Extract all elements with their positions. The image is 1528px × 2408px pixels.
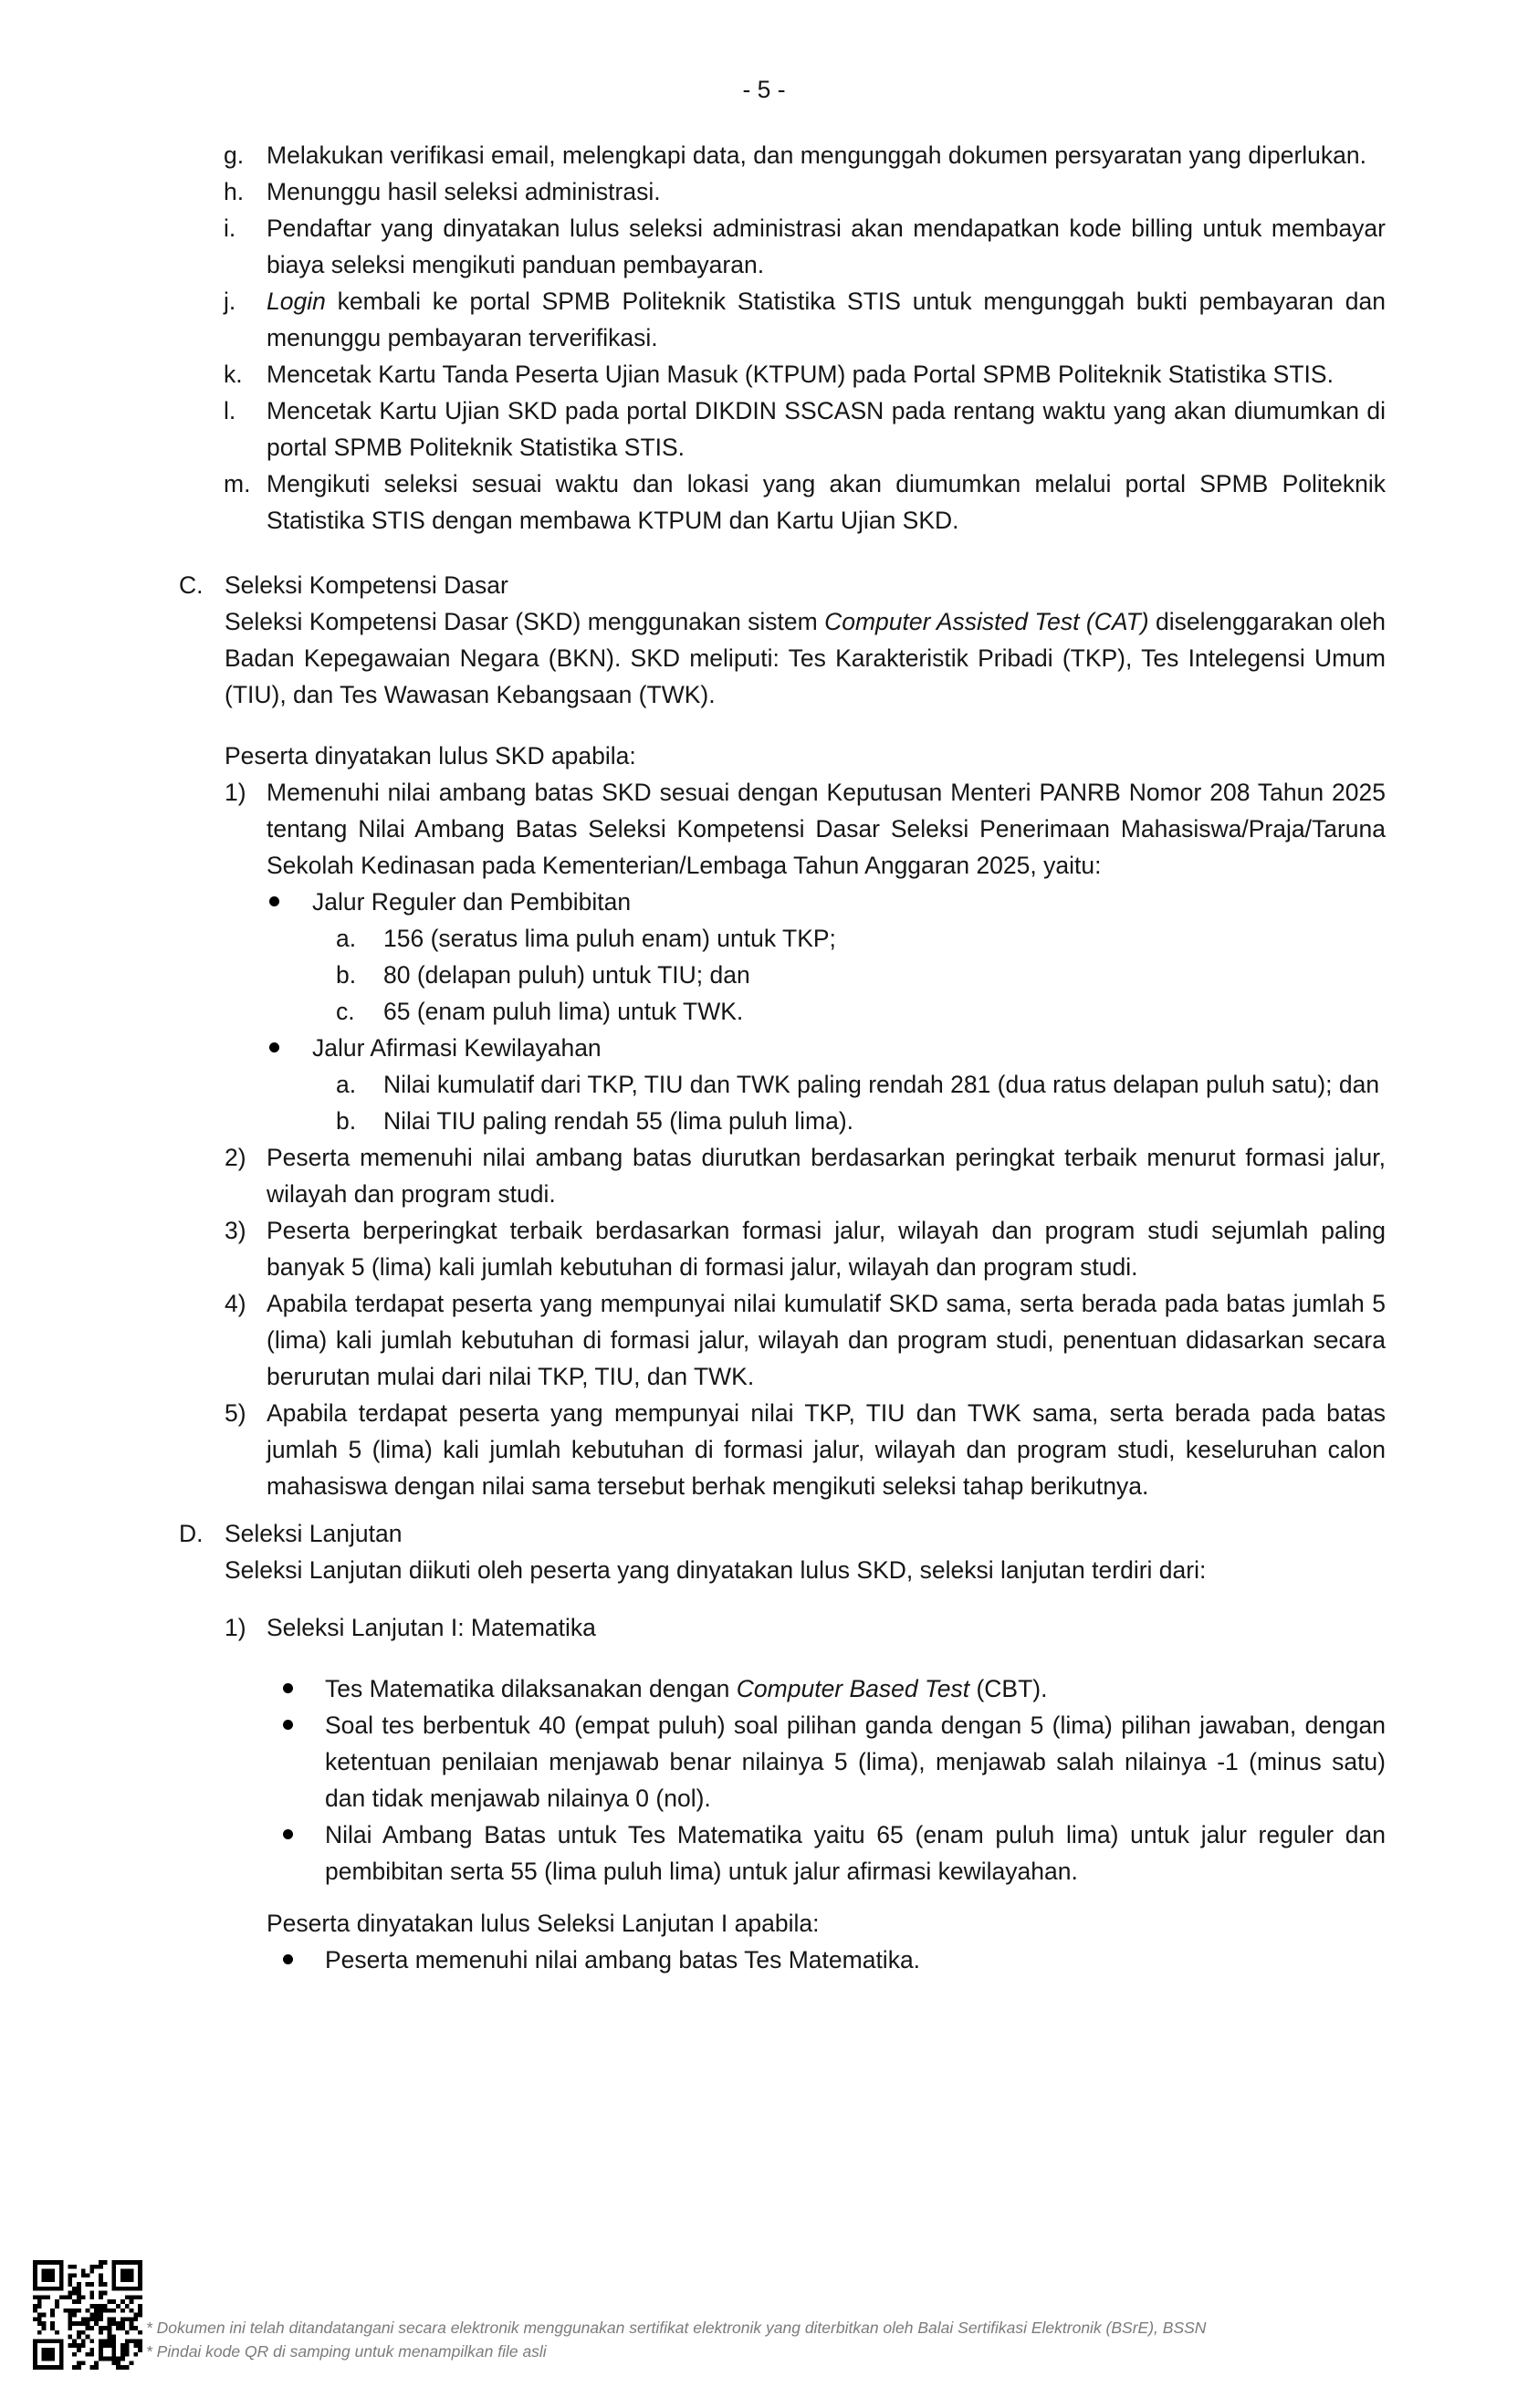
item-number: 2) bbox=[225, 1144, 246, 1171]
section-d-intro: Seleksi Lanjutan diikuti oleh peserta yang dinyatakan lulus SKD, seleksi lanjutan terdiri dari: bbox=[225, 1556, 1207, 1584]
text-segment: Apabila terdapat peserta yang mempunyai nilai TKP, TIU dan TWK sama, serta berada pada batas jumlah 5 (lima) kali jumlah kebutuhan di formasi jalur, wilayah dan program studi, keseluruhan calon mahasiswa dengan nilai sama tersebut berhak mengikuti seleksi tahap berikutnya. bbox=[267, 1399, 1386, 1500]
text-segment: Mengikuti seleksi sesuai waktu dan lokasi yang akan diumumkan melalui portal SPMB Politeknik Statistika STIS dengan membawa KTPUM dan Kartu Ujian SKD. bbox=[267, 470, 1386, 534]
section-c-heading bbox=[179, 567, 1386, 603]
document-page bbox=[0, 71, 1528, 2361]
sub-item-text: Nilai kumulatif dari TKP, TIU dan TWK paling rendah 281 (dua ratus delapan puluh satu); dan bbox=[383, 1071, 1380, 1098]
footnotes bbox=[146, 2316, 1442, 2363]
text-segment: Peserta memenuhi nilai ambang batas Tes Matematika. bbox=[325, 1946, 921, 1974]
sub-item-letter: c. bbox=[336, 998, 355, 1025]
bullet-item bbox=[283, 1816, 1386, 1890]
section-d-title: Seleksi Lanjutan bbox=[225, 1520, 403, 1547]
section-c-intro bbox=[225, 603, 1386, 713]
bullet-label: Jalur Afirmasi Kewilayahan bbox=[312, 1034, 602, 1062]
item-label: k. bbox=[224, 361, 243, 388]
bullet-item bbox=[283, 1670, 1386, 1707]
text-segment: Seleksi Kompetensi Dasar (SKD) menggunakan sistem bbox=[225, 608, 825, 635]
numbered-item-text bbox=[225, 1285, 1386, 1395]
d-subheading bbox=[225, 1609, 1386, 1646]
text-segment: Menunggu hasil seleksi administrasi. bbox=[267, 178, 661, 205]
italic-text-segment: Computer Assisted Test bbox=[824, 608, 1080, 635]
text-segment: Mencetak Kartu Ujian SKD pada portal DIKDIN SSCASN pada rentang waktu yang akan diumumkan di portal SPMB Politeknik Statistika STIS. bbox=[267, 397, 1386, 461]
numbered-item-text bbox=[225, 1212, 1386, 1285]
d-bullet-list bbox=[283, 1670, 1386, 1890]
section-c-title: Seleksi Kompetensi Dasar bbox=[225, 571, 508, 599]
sub-item-text: 156 (seratus lima puluh enam) untuk TKP; bbox=[383, 925, 836, 952]
page-number: - 5 - bbox=[742, 76, 786, 103]
italic-text-segment: (CAT) bbox=[1085, 608, 1149, 635]
d-bullet-list-2 bbox=[283, 1942, 1386, 1978]
section-c-lead: Peserta dinyatakan lulus SKD apabila: bbox=[225, 742, 636, 770]
item-number: 1) bbox=[225, 779, 246, 806]
sub-item bbox=[225, 1066, 1386, 1103]
bullet-label: Jalur Reguler dan Pembibitan bbox=[312, 888, 632, 916]
numbered-item bbox=[225, 1212, 1386, 1285]
section-d bbox=[0, 1515, 1528, 1978]
text-segment: kembali ke portal SPMB Politeknik Statistika STIS untuk mengunggah bukti pembayaran dan menunggu pembayaran terverifikasi. bbox=[267, 288, 1386, 351]
qr-code-icon bbox=[33, 2260, 142, 2370]
text-segment: Peserta berperingkat terbaik berdasarkan formasi jalur, wilayah dan program studi sejumlah paling banyak 5 (lima) kali jumlah kebutuhan di formasi jalur, wilayah dan program studi. bbox=[267, 1217, 1386, 1281]
section-c-label: C. bbox=[179, 571, 204, 599]
numbered-item bbox=[225, 1139, 1386, 1212]
text-segment: Mencetak Kartu Tanda Peserta Ujian Masuk (KTPUM) pada Portal SPMB Politeknik Statistika STIS. bbox=[267, 361, 1334, 388]
text-segment bbox=[1080, 608, 1086, 635]
sub-item-letter: a. bbox=[336, 1071, 357, 1098]
text-segment: Apabila terdapat peserta yang mempunyai nilai kumulatif SKD sama, serta berada pada batas jumlah 5 (lima) kali jumlah kebutuhan di formasi jalur, wilayah dan program studi, penentuan didasarkan secara berurutan mulai dari nilai TKP, TIU, dan TWK. bbox=[267, 1290, 1386, 1390]
item-label: j. bbox=[224, 288, 236, 315]
text-segment: Nilai Ambang Batas untuk Tes Matematika yaitu 65 (enam puluh lima) untuk jalur reguler dan pembibitan serta 55 (lima puluh lima) untuk jalur afirmasi kewilayahan. bbox=[325, 1821, 1386, 1885]
item-label: i. bbox=[224, 215, 236, 242]
bullet-icon bbox=[269, 1042, 279, 1052]
bullet-item bbox=[225, 884, 1386, 920]
sub-item bbox=[225, 993, 1386, 1030]
list-item bbox=[224, 173, 1386, 210]
d-subheading-title: Seleksi Lanjutan I: Matematika bbox=[267, 1614, 596, 1641]
bullet-item bbox=[283, 1707, 1386, 1816]
text-segment: Soal tes berbentuk 40 (empat puluh) soal pilihan ganda dengan 5 (lima) pilihan jawaban, dengan ketentuan penilaian menjawab benar nilainya 5 (lima), menjawab salah nilainya -1 (minus satu) dan tidak menjawab nilainya 0 (nol). bbox=[325, 1712, 1386, 1812]
list-item bbox=[224, 210, 1386, 283]
item-number: 5) bbox=[225, 1399, 246, 1427]
sub-item-letter: b. bbox=[336, 961, 357, 989]
bullet-icon bbox=[283, 1954, 293, 1964]
item-number: 4) bbox=[225, 1290, 246, 1317]
numbered-item bbox=[225, 774, 1386, 1139]
numbered-list bbox=[225, 774, 1386, 1504]
list-item bbox=[224, 137, 1386, 173]
text-segment: Memenuhi nilai ambang batas SKD sesuai dengan Keputusan Menteri PANRB Nomor 208 Tahun 2025 tentang Nilai Ambang Batas Seleksi Kompetensi Dasar Seleksi Penerimaan Mahasiswa/Praja/Taruna Sekolah Kedinasan pada Kementerian/Lembaga Tahun Anggaran 2025, yaitu: bbox=[267, 779, 1386, 879]
text-segment: (CBT). bbox=[969, 1675, 1048, 1702]
numbered-item-text bbox=[225, 1139, 1386, 1212]
bullet-item bbox=[225, 1030, 1386, 1066]
numbered-item bbox=[225, 1395, 1386, 1504]
item-label: l. bbox=[224, 397, 236, 424]
item-label: g. bbox=[224, 141, 245, 169]
section-d-heading bbox=[179, 1515, 1386, 1552]
bullet-icon bbox=[283, 1829, 293, 1839]
text-segment: Peserta memenuhi nilai ambang batas diurutkan berdasarkan peringkat terbaik menurut formasi jalur, wilayah dan program studi. bbox=[267, 1144, 1386, 1208]
sub-item-letter: b. bbox=[336, 1107, 357, 1135]
list-item bbox=[224, 356, 1386, 393]
sub-item-letter: a. bbox=[336, 925, 357, 952]
section-c bbox=[0, 567, 1528, 1504]
italic-text-segment: Computer Based Test bbox=[736, 1675, 970, 1702]
item-label: m. bbox=[224, 470, 251, 497]
bullet-icon bbox=[283, 1683, 293, 1693]
list-item bbox=[224, 393, 1386, 466]
numbered-item-text bbox=[225, 774, 1386, 884]
list-item bbox=[224, 283, 1386, 356]
text-segment: Melakukan verifikasi email, melengkapi data, dan mengunggah dokumen persyaratan yang diperlukan. bbox=[267, 141, 1366, 169]
bullet-icon bbox=[269, 896, 279, 906]
numbered-item bbox=[225, 1285, 1386, 1395]
bullet-icon bbox=[283, 1720, 293, 1730]
sub-item-text: 80 (delapan puluh) untuk TIU; dan bbox=[383, 961, 750, 989]
footnote-line-1: * Dokumen ini telah ditandatangani secara elektronik menggunakan sertifikat elektronik yang diterbitkan oleh Balai Sertifikasi Elektronik (BSrE), BSSN bbox=[146, 2319, 1207, 2337]
sub-item bbox=[225, 1103, 1386, 1139]
d-subheading-number: 1) bbox=[225, 1614, 246, 1641]
sub-item-text: Nilai TIU paling rendah 55 (lima puluh lima). bbox=[383, 1107, 854, 1135]
text-segment: Pendaftar yang dinyatakan lulus seleksi administrasi akan mendapatkan kode billing untuk membayar biaya seleksi mengikuti panduan pembayaran. bbox=[267, 215, 1386, 278]
sub-item-text: 65 (enam puluh lima) untuk TWK. bbox=[383, 998, 744, 1025]
text-segment: diselenggarakan oleh Badan Kepegawaian Negara (BKN). SKD meliputi: Tes Karakteristik Pribadi (TKP), Tes Intelegensi Umum (TIU), dan Tes Wawasan Kebangsaan (TWK). bbox=[225, 608, 1386, 708]
italic-text-segment: Login bbox=[267, 288, 326, 315]
text-segment: Tes Matematika dilaksanakan dengan bbox=[325, 1675, 737, 1702]
item-number: 3) bbox=[225, 1217, 246, 1244]
lettered-list bbox=[224, 137, 1386, 539]
list-item bbox=[224, 466, 1386, 539]
d-lead: Peserta dinyatakan lulus Seleksi Lanjutan I apabila: bbox=[267, 1910, 820, 1937]
numbered-item-text bbox=[225, 1395, 1386, 1504]
footnote-line-2: * Pindai kode QR di samping untuk menampilkan file asli bbox=[146, 2342, 547, 2361]
sub-item bbox=[225, 957, 1386, 993]
section-d-label: D. bbox=[179, 1520, 204, 1547]
item-label: h. bbox=[224, 178, 245, 205]
bullet-item bbox=[283, 1942, 1386, 1978]
sub-item bbox=[225, 920, 1386, 957]
